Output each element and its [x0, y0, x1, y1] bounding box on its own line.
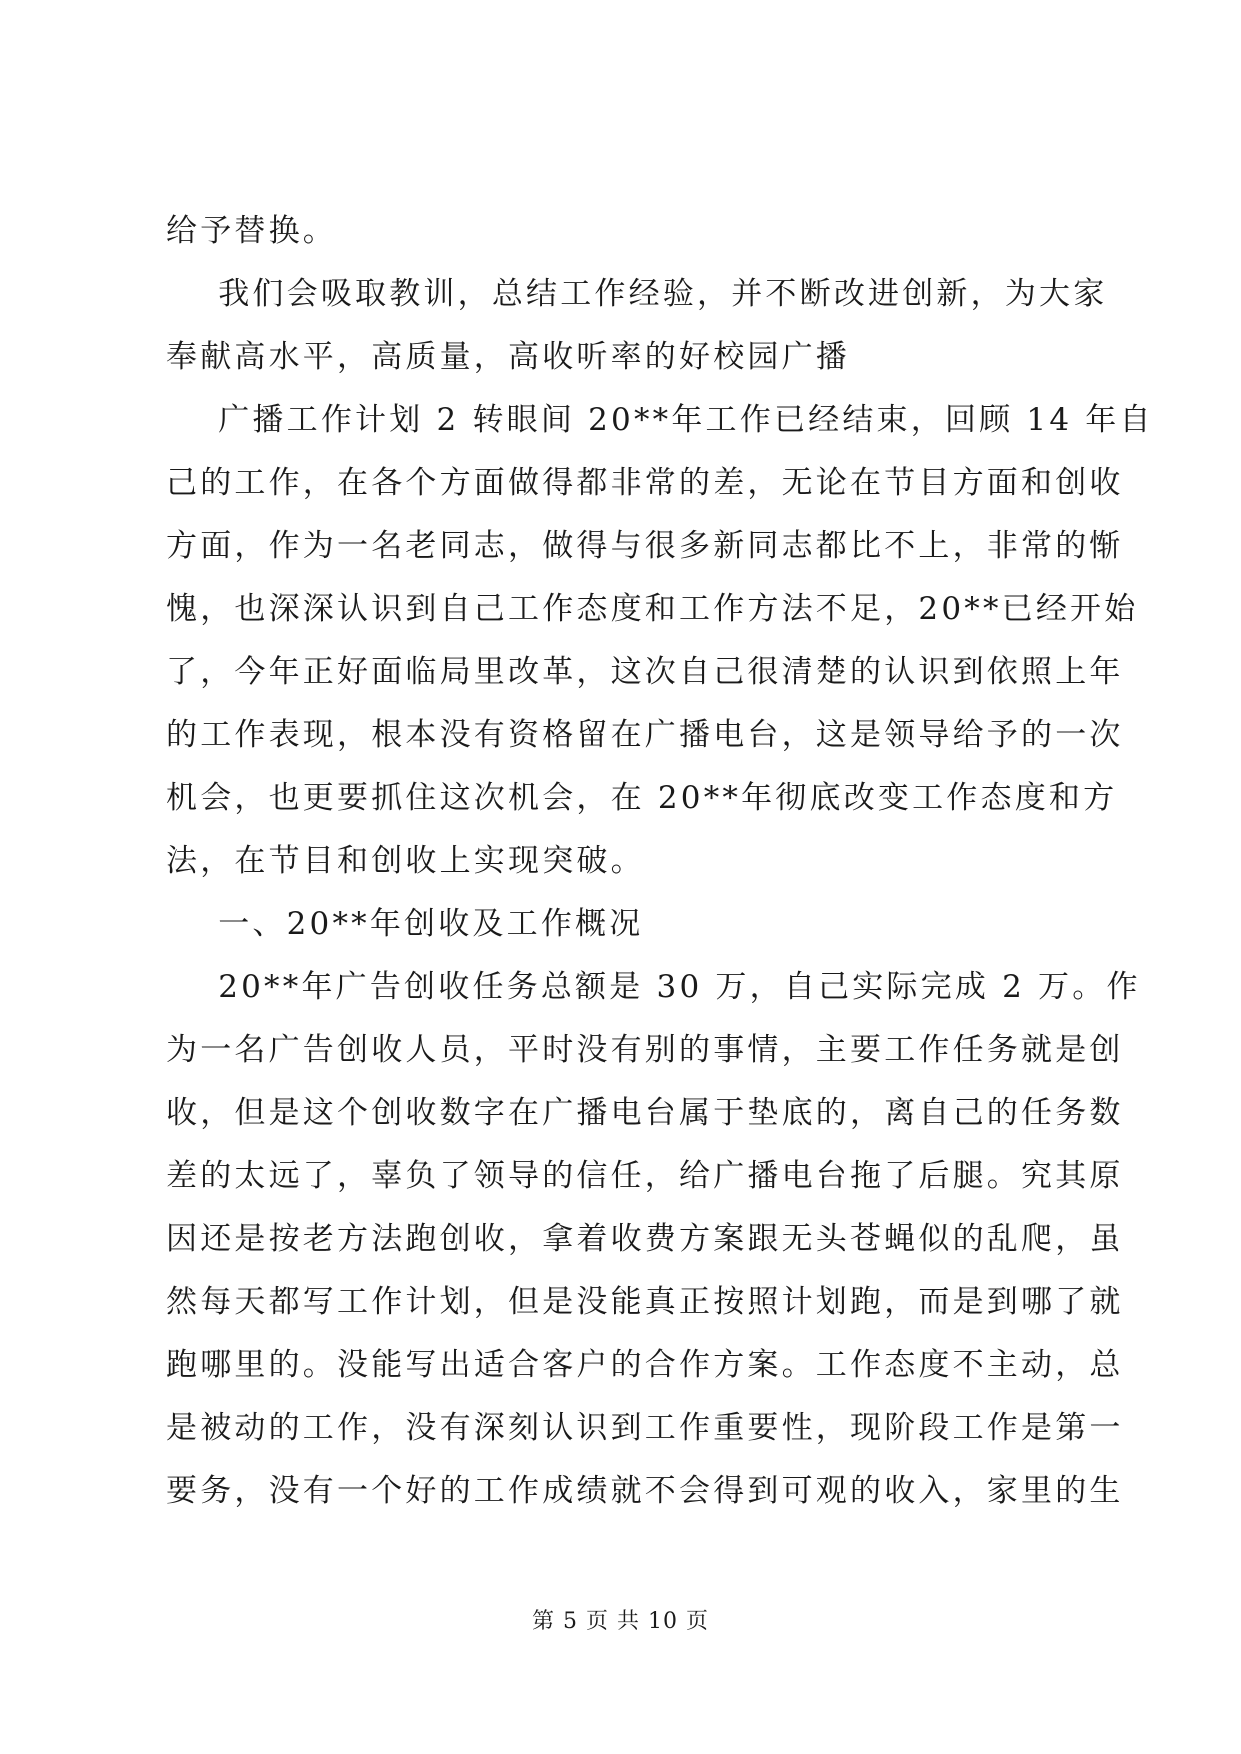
text-line: 20**年广告创收任务总额是 30 万，自己实际完成 2 万。作: [166, 969, 1141, 1005]
document-body: [166, 200, 1154, 1523]
text-line: 我们会吸取教训，总结工作经验，并不断改进创新，为大家: [166, 276, 1108, 312]
text-line: 方面，作为一名老同志，做得与很多新同志都比不上，非常的惭: [166, 528, 1124, 564]
text-line: 是被动的工作，没有深刻认识到工作重要性，现阶段工作是第一: [166, 1410, 1124, 1446]
text-line: 给予替换。: [166, 213, 337, 249]
page-number-footer: 第 5 页 共 10 页: [532, 1609, 709, 1634]
text-line: 为一名广告创收人员，平时没有别的事情，主要工作任务就是创: [166, 1032, 1124, 1068]
section-heading: 一、20**年创收及工作概况: [166, 906, 644, 942]
text-line: 己的工作，在各个方面做得都非常的差，无论在节目方面和创收: [166, 465, 1124, 501]
text-line: 了，今年正好面临局里改革，这次自己很清楚的认识到依照上年: [166, 654, 1124, 690]
text-line: 愧，也深深认识到自己工作态度和工作方法不足，20**已经开始: [166, 591, 1139, 627]
text-line: 法，在节目和创收上实现突破。: [166, 843, 645, 879]
text-line: 因还是按老方法跑创收，拿着收费方案跟无头苍蝇似的乱爬，虽: [166, 1221, 1124, 1257]
text-line: 广播工作计划 2 转眼间 20**年工作已经结束，回顾 14 年自: [166, 402, 1154, 438]
text-line: 跑哪里的。没能写出适合客户的合作方案。工作态度不主动，总: [166, 1347, 1124, 1383]
text-line: 然每天都写工作计划，但是没能真正按照计划跑，而是到哪了就: [166, 1284, 1124, 1320]
text-line: 机会，也更要抓住这次机会，在 20**年彻底改变工作态度和方: [166, 780, 1118, 816]
text-line: 差的太远了，辜负了领导的信任，给广播电台拖了后腿。究其原: [166, 1158, 1124, 1194]
text-line: 要务，没有一个好的工作成绩就不会得到可观的收入，家里的生: [166, 1473, 1124, 1509]
text-line: 奉献高水平，高质量，高收听率的好校园广播: [166, 339, 850, 375]
text-line: 的工作表现，根本没有资格留在广播电台，这是领导给予的一次: [166, 717, 1124, 753]
text-line: 收，但是这个创收数字在广播电台属于垫底的，离自己的任务数: [166, 1095, 1124, 1131]
